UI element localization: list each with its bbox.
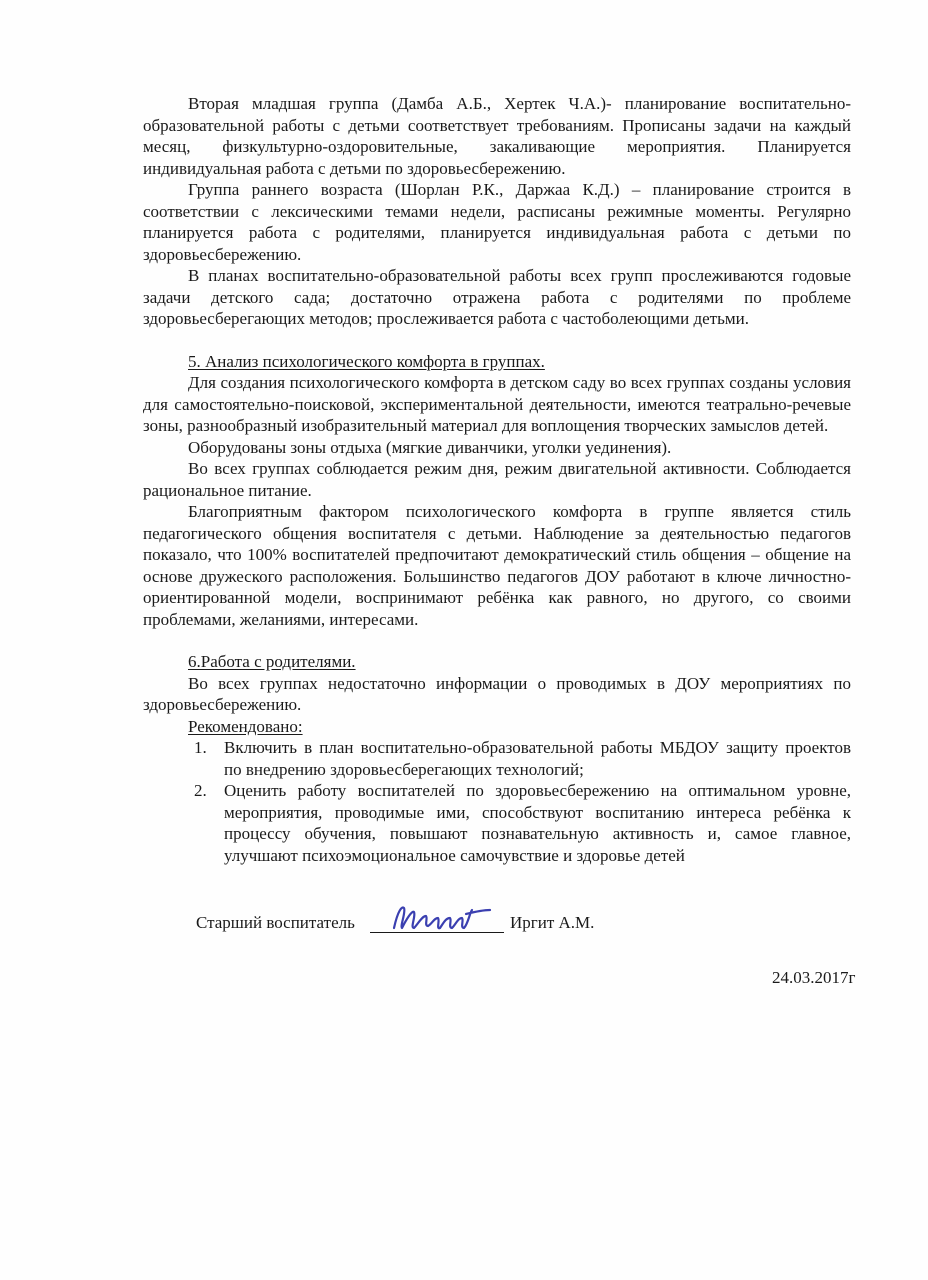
spacer xyxy=(143,630,851,651)
paragraph-communication-style: Благоприятным фактором психологического комфорта в группе является стиль педагогического общения воспитателя с детьми. Наблюдение за деятельностью педагогов показало, что 100% воспитателей предпочитают демократический стиль общения – общение на основе дружеского расположения. Большинство педагогов ДОУ работают в ключе личностно-ориентированной модели, воспринимают ребёнка как равного, но другого, со своими проблемами, желаниями, интересами. xyxy=(143,502,851,629)
section-5-title: 5. Анализ психологического комфорта в группах. xyxy=(188,351,545,371)
recommendation-number: 2. xyxy=(194,781,207,800)
recommendation-item xyxy=(143,737,851,780)
paragraph-psych-comfort-conditions: Для создания психологического комфорта в детском саду во всех группах созданы условия для самостоятельно-поисковой, экспериментальной деятельности, имеются театрально-речевые зоны, разнообразный изобразительный материал для воплощения творческих замыслов детей. xyxy=(143,373,851,435)
paragraph-daily-regime: Во всех группах соблюдается режим дня, режим двигательной активности. Соблюдается рациональное питание. xyxy=(143,459,851,500)
signature-block xyxy=(196,912,696,942)
handwritten-signature xyxy=(386,898,496,938)
recommendations-list xyxy=(143,737,851,866)
paragraph-junior-group: Вторая младшая группа (Дамба А.Б., Хертек Ч.А.)- планирование воспитательно-образовательной работы с детьми соответствует требованиям. Прописаны задачи на каждый месяц, физкультурно-оздоровительные, закаливающие мероприятия. Планируется индивидуальная работа с детьми по здоровьесбережению. xyxy=(143,94,851,178)
spacer xyxy=(143,330,851,351)
paragraph-parents-info: Во всех группах недостаточно информации о проводимых в ДОУ мероприятиях по здоровьесбережению. xyxy=(143,673,851,714)
signatory-name: Иргит А.М. xyxy=(510,913,595,932)
section-6-title: 6.Работа с родителями. xyxy=(188,652,356,671)
document-date: 24.03.2017г xyxy=(772,968,856,987)
recommendation-item xyxy=(143,780,851,866)
paragraph-early-age-group: Группа раннего возраста (Шорлан Р.К., Даржаа К.Д.) – планирование строится в соответствии с лексическими темами недели, расписаны режимные моменты. Регулярно планируется работа с родителями, планируется индивидуальная работа с детьми по здоровьесбережению. xyxy=(143,180,851,264)
recommendation-text: Оценить работу воспитателей по здоровьесбережению на оптимальном уровне, мероприятия, проводимые ими, способствуют воспитанию интереса ребёнка к процессу обучения, повышают познавательную активность и, самое главное, улучшают психоэмоциональное самочувствие и здоровье детей xyxy=(224,781,851,865)
document-body xyxy=(143,93,851,866)
signatory-role: Старший воспитатель xyxy=(196,913,355,932)
recommendation-text: Включить в план воспитательно-образовательной работы МБДОУ защиту проектов по внедрению здоровьесберегающих технологий; xyxy=(224,738,851,779)
recommendation-number: 1. xyxy=(194,738,207,757)
recommendations-label: Рекомендовано: xyxy=(188,716,303,736)
paragraph-all-groups-plans: В планах воспитательно-образовательной работы всех групп прослеживаются годовые задачи детского сада; достаточно отражена работа с родителями по проблеме здоровьесберегающих методов; прослеживается работа с частоболеющими детьми. xyxy=(143,266,851,328)
paragraph-rest-zones: Оборудованы зоны отдыха (мягкие диванчики, уголки уединения). xyxy=(188,437,672,457)
